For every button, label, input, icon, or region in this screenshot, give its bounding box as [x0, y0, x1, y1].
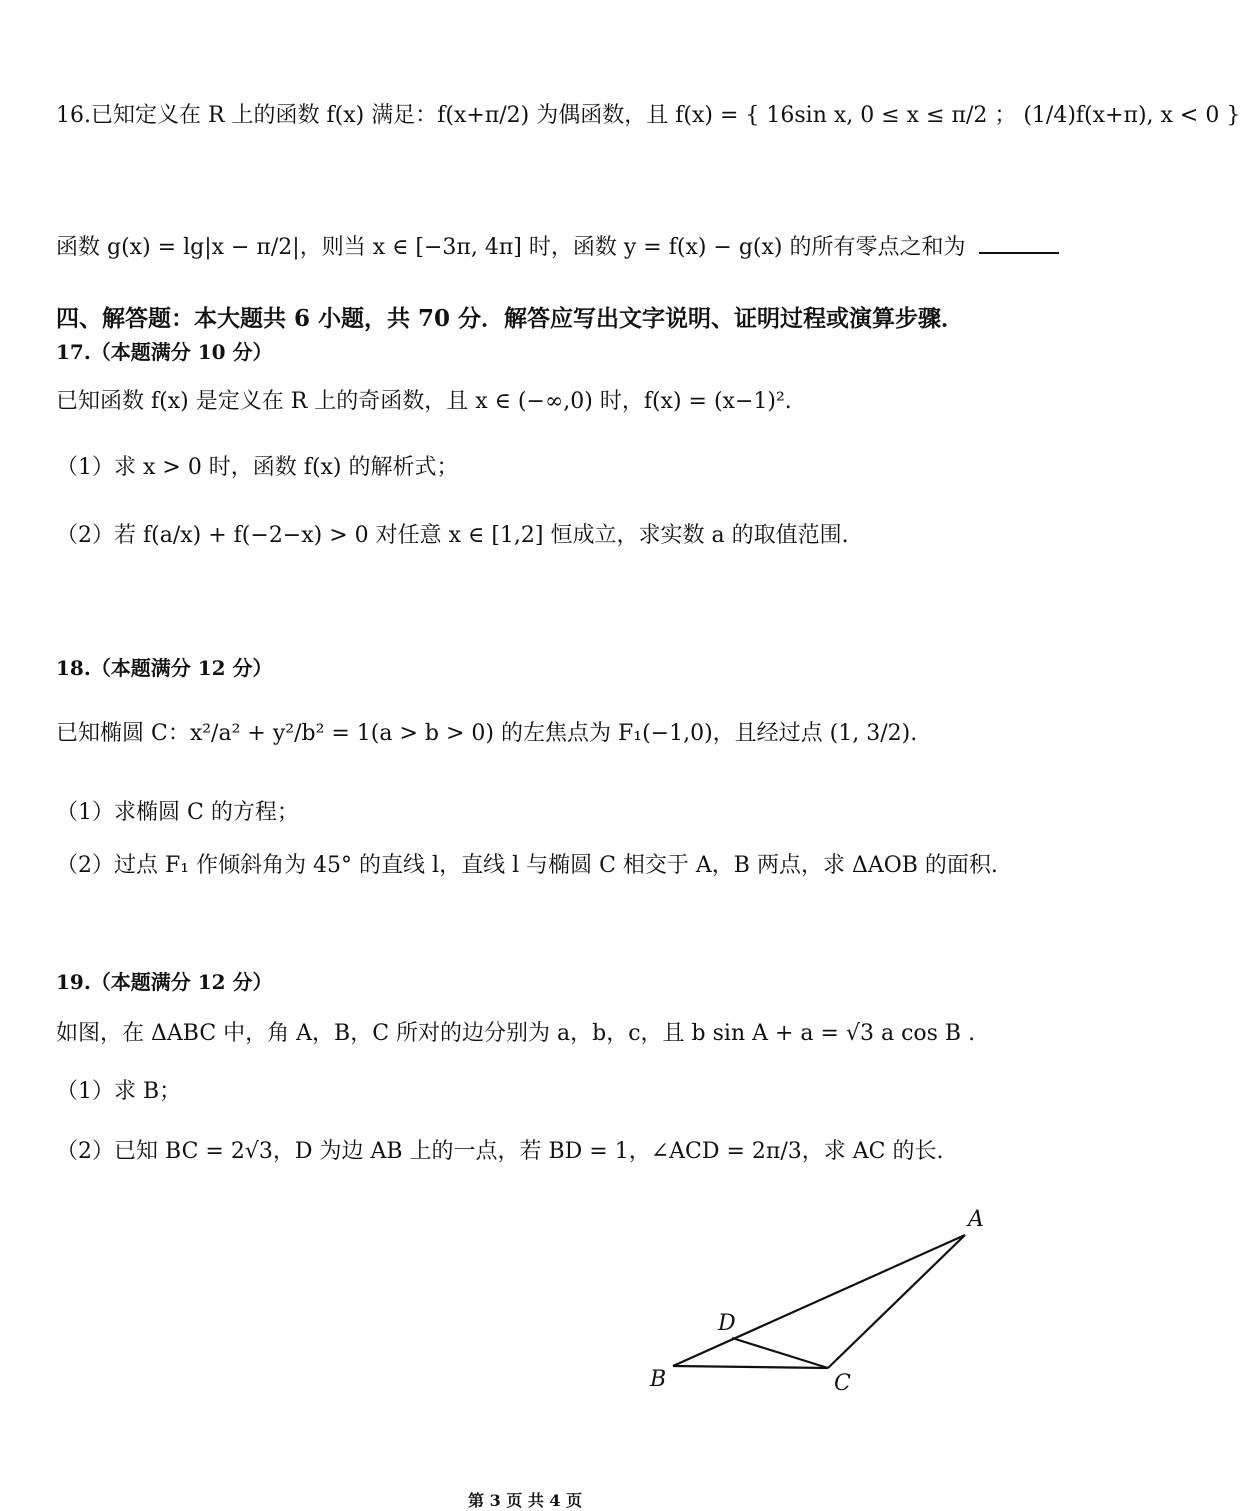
answer-blank — [979, 252, 1059, 254]
q19-part-2: （2）已知 BC = 2√3，D 为边 AB 上的一点，若 BD = 1，∠ACD = 2π/3，求 AC 的长. — [56, 1139, 944, 1164]
q19-stem: 如图，在 ΔABC 中，角 A，B，C 所对的边分别为 a，b，c，且 b sin A + a = √3 a cos B . — [56, 1021, 976, 1046]
side-ab — [673, 1235, 965, 1366]
vertex-label-a: A — [968, 1207, 984, 1232]
page-footer: 第 3 页 共 4 页 — [468, 1491, 583, 1510]
q18-header: 18.（本题满分 12 分） — [56, 656, 273, 680]
q18-stem: 已知椭圆 C：x²/a² + y²/b² = 1(a > b > 0) 的左焦点为 F₁(−1,0)，且经过点 (1, 3/2). — [56, 721, 918, 746]
vertex-label-c: C — [834, 1371, 851, 1396]
q17-stem: 已知函数 f(x) 是定义在 R 上的奇函数，且 x ∈ (−∞,0) 时，f(x) = (x−1)². — [56, 389, 792, 414]
q17-part-2: （2）若 f(a/x) + f(−2−x) > 0 对任意 x ∈ [1,2] 恒成立，求实数 a 的取值范围. — [56, 523, 849, 548]
vertex-label-b: B — [650, 1367, 667, 1392]
q19-part-1: （1）求 B； — [56, 1079, 182, 1104]
side-bc — [673, 1366, 828, 1368]
segment-cd — [732, 1338, 828, 1368]
q18-part-1: （1）求椭圆 C 的方程； — [56, 800, 299, 825]
q16-line-1: 16.已知定义在 R 上的函数 f(x) 满足：f(x+π/2) 为偶函数，且 f(x) = { 16sin x, 0 ≤ x ≤ π/2 ； (1/4)f(x+π), x < 0 } — [56, 103, 1240, 128]
q17-part-1: （1）求 x > 0 时，函数 f(x) 的解析式； — [56, 455, 459, 480]
triangle-abc-diagram — [640, 1200, 1000, 1450]
q17-header: 17.（本题满分 10 分） — [56, 340, 273, 364]
q18-part-2: （2）过点 F₁ 作倾斜角为 45° 的直线 l，直线 l 与椭圆 C 相交于 A，B 两点，求 ΔAOB 的面积. — [56, 853, 998, 878]
section-4-title: 四、解答题：本大题共 6 小题，共 70 分．解答应写出文字说明、证明过程或演算步骤． — [56, 305, 965, 332]
point-label-d: D — [718, 1311, 736, 1336]
q16-line-2 — [56, 230, 990, 261]
q16-line-2-text: 函数 g(x) = lg|x − π/2|，则当 x ∈ [−3π, 4π] 时，函数 y = f(x) − g(x) 的所有零点之和为 — [56, 235, 966, 260]
q19-header: 19.（本题满分 12 分） — [56, 970, 273, 994]
side-ca — [828, 1235, 965, 1368]
